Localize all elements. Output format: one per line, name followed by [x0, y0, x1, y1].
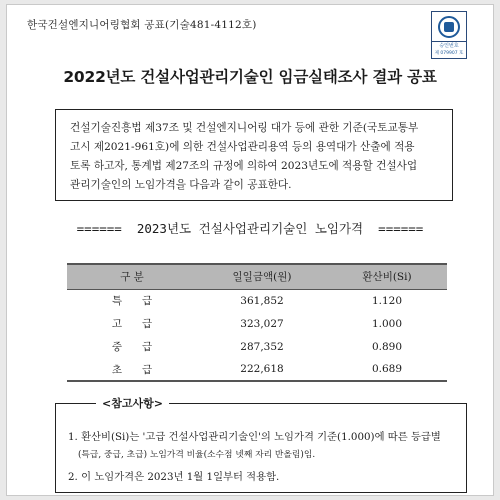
- seal-emblem: [432, 12, 466, 42]
- header-daily-wage: 일일금액(원): [197, 264, 327, 289]
- document-page: [6, 4, 494, 496]
- ratio-cell: 0.689: [327, 358, 447, 381]
- reference-box: [55, 397, 467, 493]
- wage-table: [67, 263, 447, 382]
- notice-line-1: 건설기술진흥법 제37조 및 건설엔지니어링 대가 등에 관한 기준(국토교통부: [70, 122, 419, 134]
- notice-box: [55, 109, 453, 201]
- grade-cell: 중급: [111, 341, 173, 353]
- approval-seal: [431, 11, 467, 59]
- grade-cell: 고급: [111, 318, 173, 330]
- seal-label: 승인번호: [439, 43, 459, 49]
- table-row: [67, 358, 447, 381]
- seal-number: 제 079907 호: [434, 51, 464, 56]
- page-title: 2022년도 건설사업관리기술인 임금실태조사 결과 공표: [63, 68, 437, 86]
- reference-item-1-detail: (특급, 중급, 초급) 노임가격 비율(소수점 넷째 자리 반올림)임.: [78, 450, 316, 460]
- notice-line-3: 토록 하고자, 통계법 제27조의 규정에 의하여 2023년도에 적용할 건설사업: [70, 160, 418, 172]
- table-row: [67, 289, 447, 312]
- grade-cell: 특급: [111, 295, 173, 308]
- wage-cell: 323,027: [240, 317, 284, 330]
- notice-line-4: 관리기술인의 노임가격을 다음과 같이 공표한다.: [70, 179, 292, 191]
- table-row: [67, 312, 447, 335]
- reference-title: <참고사항>: [96, 395, 169, 413]
- notice-line-2: 고시 제2021-961호)에 의한 건설사업관리용역 등의 용역대가 산출에 적용: [70, 141, 415, 153]
- header-grade: 구 분: [67, 264, 197, 289]
- reference-item-2: 2. 이 노임가격은 2023년 1월 1일부터 적용함.: [68, 471, 280, 483]
- wage-cell: 222,618: [197, 358, 327, 381]
- wage-table-header: [67, 264, 447, 289]
- wage-cell: 287,352: [240, 340, 284, 353]
- document-number: 한국건설엔지니어링협회 공표(기술481-4112호): [27, 19, 257, 31]
- reference-item-1: 1. 환산비(Si)는 '고급 건설사업관리기술인'의 노임가격 기준(1.000)에 따른 등급별: [68, 431, 441, 443]
- table-row: [67, 335, 447, 358]
- grade-cell: 초급: [67, 358, 197, 381]
- wage-cell: 361,852: [240, 294, 284, 307]
- seal-emblem-icon: [438, 16, 460, 38]
- ratio-cell: 0.890: [371, 340, 403, 353]
- wage-section-title: ====== 2023년도 건설사업관리기술인 노임가격 ======: [76, 221, 424, 236]
- header-ratio: 환산비(Si): [327, 264, 447, 289]
- ratio-cell: 1.000: [371, 317, 403, 330]
- ratio-cell: 1.120: [371, 294, 403, 307]
